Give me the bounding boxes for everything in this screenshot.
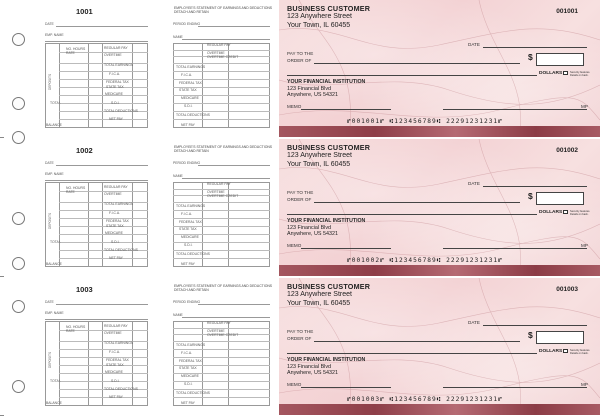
stub-label: MEDICARE xyxy=(105,231,123,235)
stub-label: OVERTIME xyxy=(104,192,122,196)
marble-background xyxy=(279,278,600,415)
micr-line: ⑈001001⑈ ⑆123456789⑆ 22291231231⑈ xyxy=(347,118,503,125)
stub-label: OVERTIME xyxy=(104,53,122,57)
stub-divider xyxy=(59,321,60,406)
stub-number: 1002 xyxy=(76,146,93,155)
stub-total-label: TOTAL xyxy=(50,379,61,383)
stub-divider xyxy=(59,182,60,267)
stub-divider xyxy=(88,182,89,267)
stub-line xyxy=(45,41,148,42)
micr-line: ⑈001002⑈ ⑆123456789⑆ 22291231231⑈ xyxy=(347,257,503,264)
bank-city: Anywhere, US 54321 xyxy=(287,92,338,98)
pay-to-label: PAY TO THE xyxy=(287,329,314,334)
stub-row-line xyxy=(173,218,270,219)
memo-label: MEMO xyxy=(287,382,302,387)
perforation-tick xyxy=(0,276,4,277)
stub-line xyxy=(45,319,148,320)
pay-to-label: PAY TO THE xyxy=(287,51,314,56)
check-line xyxy=(443,109,587,110)
marble-background xyxy=(279,0,600,137)
stub-label: MEDICARE xyxy=(181,374,199,378)
stub-label: OVERTIME CREDIT xyxy=(207,55,239,59)
stub-label: REGULAR PAY xyxy=(104,324,128,328)
stub-row-line xyxy=(173,202,270,203)
payroll-stub xyxy=(36,284,273,412)
dollar-sign: $ xyxy=(528,191,533,201)
deposits-label: DEPOSITS xyxy=(48,73,52,90)
stub-label: OVERTIME xyxy=(104,331,122,335)
stub-label: REGULAR PAY xyxy=(104,46,128,50)
stub-label: OVERTIME xyxy=(207,329,225,333)
stub-title: EMPLOYEE'S STATEMENT OF EARNINGS AND DEDUCTIONS DETACH AND RETAIN xyxy=(174,284,273,293)
stub-line xyxy=(56,26,148,27)
stub-label: TOTAL DEDUCTIONS xyxy=(176,252,210,256)
check-number: 001001 xyxy=(556,8,578,15)
stub-row-line xyxy=(59,226,148,227)
stub-label: NO. HOURS xyxy=(66,47,86,51)
stub-date-label: DATE xyxy=(45,22,54,26)
stub-row-line xyxy=(173,357,270,358)
stub-label: RATE xyxy=(66,190,75,194)
check-number: 001002 xyxy=(556,147,578,154)
stub-label: F.I.C.A. xyxy=(181,73,193,77)
stub-row-line xyxy=(59,218,148,219)
stub-balance-label: BALANCE xyxy=(46,401,62,405)
check-line xyxy=(301,248,391,249)
check-divider-band xyxy=(279,265,600,276)
stub-row-line xyxy=(173,119,270,120)
binder-hole xyxy=(12,257,25,270)
check-line xyxy=(314,341,520,342)
stub-label: STATE TAX xyxy=(179,366,197,370)
stub-row-line xyxy=(59,242,148,243)
stub-label: MEDICARE xyxy=(105,92,123,96)
stub-row-line xyxy=(59,357,148,358)
micr-line: ⑈001003⑈ ⑆123456789⑆ 22291231231⑈ xyxy=(347,396,503,403)
stub-label: NET PAY xyxy=(109,117,123,121)
stub-row-line xyxy=(173,210,270,211)
customer-name: BUSINESS CUSTOMER xyxy=(287,143,371,152)
payroll-stub xyxy=(36,145,273,273)
stub-label: S.D.I. xyxy=(111,379,120,383)
bank-street: 123 Financial Blvd xyxy=(287,86,332,92)
stub-label: S.D.I. xyxy=(184,382,193,386)
amount-box[interactable] xyxy=(536,331,584,344)
stub-label: TOTAL DEDUCTIONS xyxy=(104,109,138,113)
stub-label: RATE xyxy=(66,51,75,55)
check-line xyxy=(287,75,537,76)
stub-line xyxy=(198,26,270,27)
stub-row-line xyxy=(59,95,148,96)
check-line xyxy=(301,387,391,388)
stub-number: 1001 xyxy=(76,7,93,16)
stub-label: TOTAL EARNINGS xyxy=(176,65,206,69)
date-label: DATE xyxy=(468,320,480,325)
stub-total-label: TOTAL xyxy=(50,101,61,105)
deposits-label: DEPOSITS xyxy=(48,212,52,229)
stub-period-label: PERIOD ENDING xyxy=(173,22,201,26)
stub-divider xyxy=(102,43,103,128)
perforation-tick xyxy=(0,137,4,138)
binder-hole xyxy=(12,97,25,110)
stub-line xyxy=(56,304,148,305)
dollars-label: DOLLARS xyxy=(539,71,563,76)
mp-label: MP xyxy=(581,382,588,387)
check-line xyxy=(301,109,391,110)
stub-divider xyxy=(88,321,89,406)
stub-row-line xyxy=(59,210,148,211)
security-note: Security features. Details on back. xyxy=(570,210,591,216)
bank-name: YOUR FINANCIAL INSTITUTION xyxy=(287,357,366,363)
bank-city: Anywhere, US 54321 xyxy=(287,370,338,376)
stub-date-label: DATE xyxy=(45,300,54,304)
customer-street: 123 Anywhere Street xyxy=(287,13,352,20)
check xyxy=(279,139,600,276)
stub-row-line xyxy=(59,87,148,88)
bank-street: 123 Financial Blvd xyxy=(287,364,332,370)
marble-background xyxy=(279,139,600,276)
stub-label: NET PAY xyxy=(181,123,195,127)
stub-label: F.I.C.A. xyxy=(109,350,121,354)
bank-name: YOUR FINANCIAL INSTITUTION xyxy=(287,218,366,224)
stub-name-label: NAME xyxy=(173,313,183,317)
stub-label: TOTAL DEDUCTIONS xyxy=(104,248,138,252)
stub-label: STATE TAX xyxy=(106,85,124,89)
check-line xyxy=(483,186,587,187)
stub-row-line xyxy=(59,349,148,350)
stub-balance-label: BALANCE xyxy=(46,123,62,127)
stub-label: FEDERAL TAX xyxy=(179,359,202,363)
security-note: Security features. Details on back. xyxy=(570,71,591,77)
stub-label: TOTAL EARNINGS xyxy=(104,202,134,206)
stub-label: FEDERAL TAX xyxy=(106,219,129,223)
dollar-sign: $ xyxy=(528,330,533,340)
stub-divider xyxy=(102,321,103,406)
stub-label: OVERTIME CREDIT xyxy=(207,194,239,198)
check-number: 001003 xyxy=(556,286,578,293)
stub-row-line xyxy=(59,103,148,104)
check-line xyxy=(314,63,520,64)
stub-name-label: NAME xyxy=(173,174,183,178)
stub-row-line xyxy=(59,71,148,72)
pay-to-label: PAY TO THE xyxy=(287,190,314,195)
stub-label: TOTAL EARNINGS xyxy=(176,343,206,347)
stub-date-label: DATE xyxy=(45,161,54,165)
stub-emp-name-label: EMP. NAME xyxy=(45,311,64,315)
binder-hole xyxy=(12,131,25,144)
check-bottom-band xyxy=(279,404,600,415)
padlock-icon xyxy=(563,349,568,353)
stub-label: S.D.I. xyxy=(184,104,193,108)
stub-row-line xyxy=(59,397,148,398)
payroll-stub xyxy=(36,6,273,134)
stub-label: NET PAY xyxy=(109,256,123,260)
binder-hole xyxy=(12,380,25,393)
stub-row-line xyxy=(59,234,148,235)
stub-label: STATE TAX xyxy=(179,227,197,231)
customer-city: Your Town, IL 60455 xyxy=(287,22,351,29)
security-note: Security features. Details on back. xyxy=(570,349,591,355)
check-line xyxy=(287,353,537,354)
stub-divider xyxy=(132,182,133,267)
customer-city: Your Town, IL 60455 xyxy=(287,300,351,307)
order-of-label: ORDER OF xyxy=(287,336,312,341)
stub-divider xyxy=(102,182,103,267)
stub-period-label: PERIOD ENDING xyxy=(173,300,201,304)
binder-hole xyxy=(12,33,25,46)
stub-label: OVERTIME xyxy=(207,190,225,194)
order-of-label: ORDER OF xyxy=(287,197,312,202)
stub-row-line xyxy=(173,349,270,350)
memo-label: MEMO xyxy=(287,243,302,248)
memo-label: MEMO xyxy=(287,104,302,109)
stub-divider xyxy=(132,43,133,128)
stub-label: STATE TAX xyxy=(106,224,124,228)
customer-street: 123 Anywhere Street xyxy=(287,152,352,159)
check-line xyxy=(443,248,587,249)
deposits-label: DEPOSITS xyxy=(48,351,52,368)
dollar-sign: $ xyxy=(528,52,533,62)
stub-divider xyxy=(59,43,60,128)
stub-row-line xyxy=(173,341,270,342)
stub-label: MEDICARE xyxy=(181,96,199,100)
stub-total-label: TOTAL xyxy=(50,240,61,244)
stub-line xyxy=(45,180,148,181)
mp-label: MP xyxy=(581,104,588,109)
stub-line xyxy=(198,304,270,305)
stub-title: EMPLOYEE'S STATEMENT OF EARNINGS AND DEDUCTIONS DETACH AND RETAIN xyxy=(174,6,273,15)
stub-label: REGULAR PAY xyxy=(207,43,231,47)
check-line xyxy=(483,47,587,48)
date-label: DATE xyxy=(468,181,480,186)
stub-label: F.I.C.A. xyxy=(181,351,193,355)
stub-line xyxy=(198,165,270,166)
stub-label: RATE xyxy=(66,329,75,333)
amount-box[interactable] xyxy=(536,53,584,66)
stub-label: NO. HOURS xyxy=(66,325,86,329)
stub-label: FEDERAL TAX xyxy=(106,358,129,362)
stub-row-line xyxy=(173,111,270,112)
stub-label: S.D.I. xyxy=(184,243,193,247)
stub-row-line xyxy=(59,381,148,382)
check-line xyxy=(314,202,520,203)
customer-name: BUSINESS CUSTOMER xyxy=(287,4,371,13)
check-line xyxy=(287,214,537,215)
stub-label: TOTAL EARNINGS xyxy=(104,341,134,345)
stub-label: NO. HOURS xyxy=(66,186,86,190)
stub-number: 1003 xyxy=(76,285,93,294)
amount-box[interactable] xyxy=(536,192,584,205)
stub-emp-name-label: EMP. NAME xyxy=(45,172,64,176)
stub-row-line xyxy=(173,71,270,72)
padlock-icon xyxy=(563,71,568,75)
binder-hole xyxy=(12,300,25,313)
stub-row-line xyxy=(59,119,148,120)
order-of-label: ORDER OF xyxy=(287,58,312,63)
stub-name-label: NAME xyxy=(173,35,183,39)
stub-divider xyxy=(88,43,89,128)
stub-label: S.D.I. xyxy=(111,240,120,244)
stub-label: NET PAY xyxy=(109,395,123,399)
check-divider-band xyxy=(279,126,600,137)
stub-row-line xyxy=(173,79,270,80)
dollars-label: DOLLARS xyxy=(539,210,563,215)
stub-label: TOTAL EARNINGS xyxy=(104,63,134,67)
stub-label: REGULAR PAY xyxy=(207,182,231,186)
stub-label: NET PAY xyxy=(181,401,195,405)
bank-city: Anywhere, US 54321 xyxy=(287,231,338,237)
stub-label: OVERTIME CREDIT xyxy=(207,333,239,337)
stub-label: S.D.I. xyxy=(111,101,120,105)
check xyxy=(279,0,600,137)
stub-divider xyxy=(132,321,133,406)
stub-row-line xyxy=(59,258,148,259)
stub-label: REGULAR PAY xyxy=(207,321,231,325)
stub-label: TOTAL DEDUCTIONS xyxy=(176,113,210,117)
stub-label: FEDERAL TAX xyxy=(106,80,129,84)
binder-hole xyxy=(12,212,25,225)
stub-line xyxy=(56,165,148,166)
stub-line xyxy=(182,39,270,40)
check-line xyxy=(483,325,587,326)
stub-label: REGULAR PAY xyxy=(104,185,128,189)
stub-row-line xyxy=(173,397,270,398)
stub-label: FEDERAL TAX xyxy=(179,81,202,85)
stub-label: TOTAL DEDUCTIONS xyxy=(104,387,138,391)
customer-name: BUSINESS CUSTOMER xyxy=(287,282,371,291)
stub-label: MEDICARE xyxy=(105,370,123,374)
stub-row-line xyxy=(173,63,270,64)
padlock-icon xyxy=(563,210,568,214)
check-line xyxy=(443,387,587,388)
bank-name: YOUR FINANCIAL INSTITUTION xyxy=(287,79,366,85)
stub-label: MEDICARE xyxy=(181,235,199,239)
stub-label: OVERTIME xyxy=(207,51,225,55)
stub-emp-name-label: EMP. NAME xyxy=(45,33,64,37)
stub-row-line xyxy=(173,258,270,259)
stub-row-line xyxy=(173,389,270,390)
stub-line xyxy=(182,317,270,318)
check xyxy=(279,278,600,415)
dollars-label: DOLLARS xyxy=(539,349,563,354)
mp-label: MP xyxy=(581,243,588,248)
stub-row-line xyxy=(173,250,270,251)
date-label: DATE xyxy=(468,42,480,47)
bank-street: 123 Financial Blvd xyxy=(287,225,332,231)
customer-city: Your Town, IL 60455 xyxy=(287,161,351,168)
stub-label: NET PAY xyxy=(181,262,195,266)
stub-title: EMPLOYEE'S STATEMENT OF EARNINGS AND DEDUCTIONS DETACH AND RETAIN xyxy=(174,145,273,154)
stub-label: FEDERAL TAX xyxy=(179,220,202,224)
stub-row-line xyxy=(59,373,148,374)
stub-label: TOTAL EARNINGS xyxy=(176,204,206,208)
stub-row-line xyxy=(59,79,148,80)
stub-label: F.I.C.A. xyxy=(181,212,193,216)
customer-street: 123 Anywhere Street xyxy=(287,291,352,298)
stub-line xyxy=(182,178,270,179)
stub-period-label: PERIOD ENDING xyxy=(173,161,201,165)
stub-label: STATE TAX xyxy=(179,88,197,92)
stub-label: TOTAL DEDUCTIONS xyxy=(176,391,210,395)
stub-label: STATE TAX xyxy=(106,363,124,367)
stub-balance-label: BALANCE xyxy=(46,262,62,266)
stub-label: F.I.C.A. xyxy=(109,72,121,76)
stub-row-line xyxy=(59,365,148,366)
stub-label: F.I.C.A. xyxy=(109,211,121,215)
